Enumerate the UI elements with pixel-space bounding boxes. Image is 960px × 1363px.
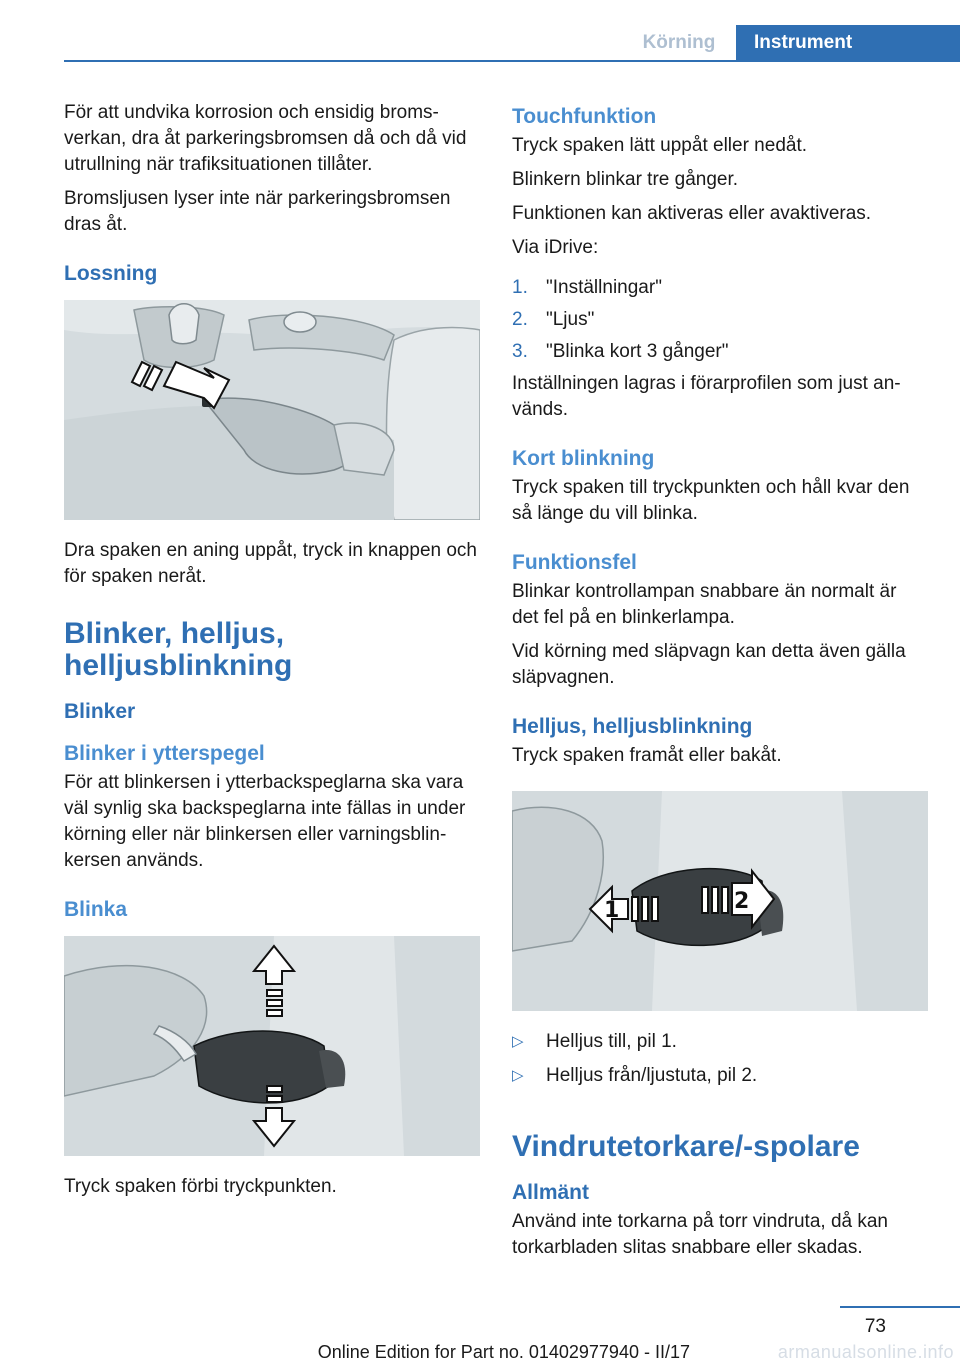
- touch-line: Via iDrive:: [512, 237, 599, 258]
- list-item: [512, 1063, 928, 1089]
- page-footer: [0, 1306, 960, 1362]
- list-item: [512, 275, 928, 301]
- heading-vindrutetorkare: Vindrutetorkare/-spolare: [512, 1130, 860, 1163]
- step-text: "Blinka kort 3 gånger": [546, 341, 729, 362]
- heading-kort-blinkning: Kort blinkning: [512, 447, 655, 470]
- helljus-options: [512, 1029, 928, 1089]
- heading-touchfunktion: Touchfunktion: [512, 105, 657, 128]
- footer-rule: [840, 1306, 960, 1308]
- header-tab-instrument: Instrument: [736, 25, 960, 60]
- watermark-text: armanualsonline.info: [777, 1342, 954, 1362]
- right-column: [512, 103, 928, 1269]
- list-item: [512, 339, 928, 365]
- touch-line: Funktionen kan aktiveras eller avaktiveras.: [512, 203, 872, 224]
- left-column: [64, 100, 480, 1208]
- bullet-text: Helljus till, pil 1.: [546, 1031, 677, 1052]
- paragraph-corrosion: För att undvika korrosion och ensidig broms-verkan, dra åt parkeringsbromsen då och då vid utrullning när trafiksituationen tillåter.: [64, 102, 467, 175]
- step-text: "Inställningar": [546, 277, 662, 298]
- heading-helljus: Helljus, helljusblinkning: [512, 715, 753, 738]
- heading-lossning: Lossning: [64, 262, 158, 285]
- caption-blinka: Tryck spaken förbi tryckpunkten.: [64, 1176, 337, 1197]
- touch-line: Blinkern blinkar tre gånger.: [512, 169, 739, 190]
- paragraph-saved-profile: Inställningen lagras i förarprofilen som just an-vänds.: [512, 373, 901, 420]
- heading-allmant: Allmänt: [512, 1181, 590, 1204]
- heading-blinka: Blinka: [64, 898, 128, 921]
- step-number: 1.: [512, 277, 528, 298]
- figure-turn-signal-lever: [64, 936, 480, 1156]
- page-number: 73: [864, 1316, 886, 1337]
- paragraph-brake-lights: Bromsljusen lyser inte när parkeringsbromsen dras åt.: [64, 188, 451, 235]
- step-number: 2.: [512, 309, 528, 330]
- header-rule: [64, 60, 960, 62]
- caption-lossning: Dra spaken en aning uppåt, tryck in knappen och för spaken neråt.: [64, 540, 477, 587]
- header-tab-korning: Körning: [642, 32, 716, 53]
- edition-text: Online Edition for Part no. 01402977940 - II/17: [317, 1342, 690, 1362]
- heading-funktionsfel: Funktionsfel: [512, 551, 637, 574]
- heading-blinker-ytterspegel: Blinker i ytterspegel: [64, 742, 265, 765]
- triangle-bullet-icon: ▷: [512, 1033, 524, 1050]
- paragraph-ytterspegel: För att blinkersen i ytterbackspeglarna ska vara väl synlig ska backspeglarna inte fällas in under körning eller när blinkersen eller varningsblin-kersen används.: [64, 772, 466, 871]
- paragraph-allmant: Använd inte torkarna på torr vindruta, då kan torkarbladen slitas snabbare eller skadas.: [512, 1211, 889, 1258]
- triangle-bullet-icon: ▷: [512, 1067, 524, 1084]
- page-header: [64, 25, 960, 62]
- list-item: [512, 307, 928, 333]
- paragraph-funktionsfel-2: Vid körning med släpvagn kan detta även gälla släpvagnen.: [512, 641, 906, 688]
- paragraph-helljus: Tryck spaken framåt eller bakåt.: [512, 745, 782, 766]
- heading-blinker-helljus: Blinker, helljus, helljusblinkning: [64, 617, 293, 682]
- step-number: 3.: [512, 341, 528, 362]
- touch-line: Tryck spaken lätt uppåt eller nedåt.: [512, 135, 808, 156]
- idrive-steps: [512, 275, 928, 365]
- figure-high-beam-lever: [512, 791, 928, 1011]
- step-text: "Ljus": [546, 309, 595, 330]
- heading-blinker: Blinker: [64, 700, 136, 723]
- paragraph-kort-blinkning: Tryck spaken till tryckpunkten och håll kvar den så länge du vill blinka.: [512, 477, 910, 524]
- figure-label-1: 1: [604, 898, 620, 923]
- list-item: [512, 1029, 928, 1055]
- figure-label-2: 2: [734, 889, 750, 914]
- bullet-text: Helljus från/ljustuta, pil 2.: [546, 1065, 758, 1086]
- figure-parking-brake-release: [64, 300, 480, 520]
- paragraph-funktionsfel-1: Blinkar kontrollampan snabbare än normalt är det fel på en blinkerlampa.: [512, 581, 897, 628]
